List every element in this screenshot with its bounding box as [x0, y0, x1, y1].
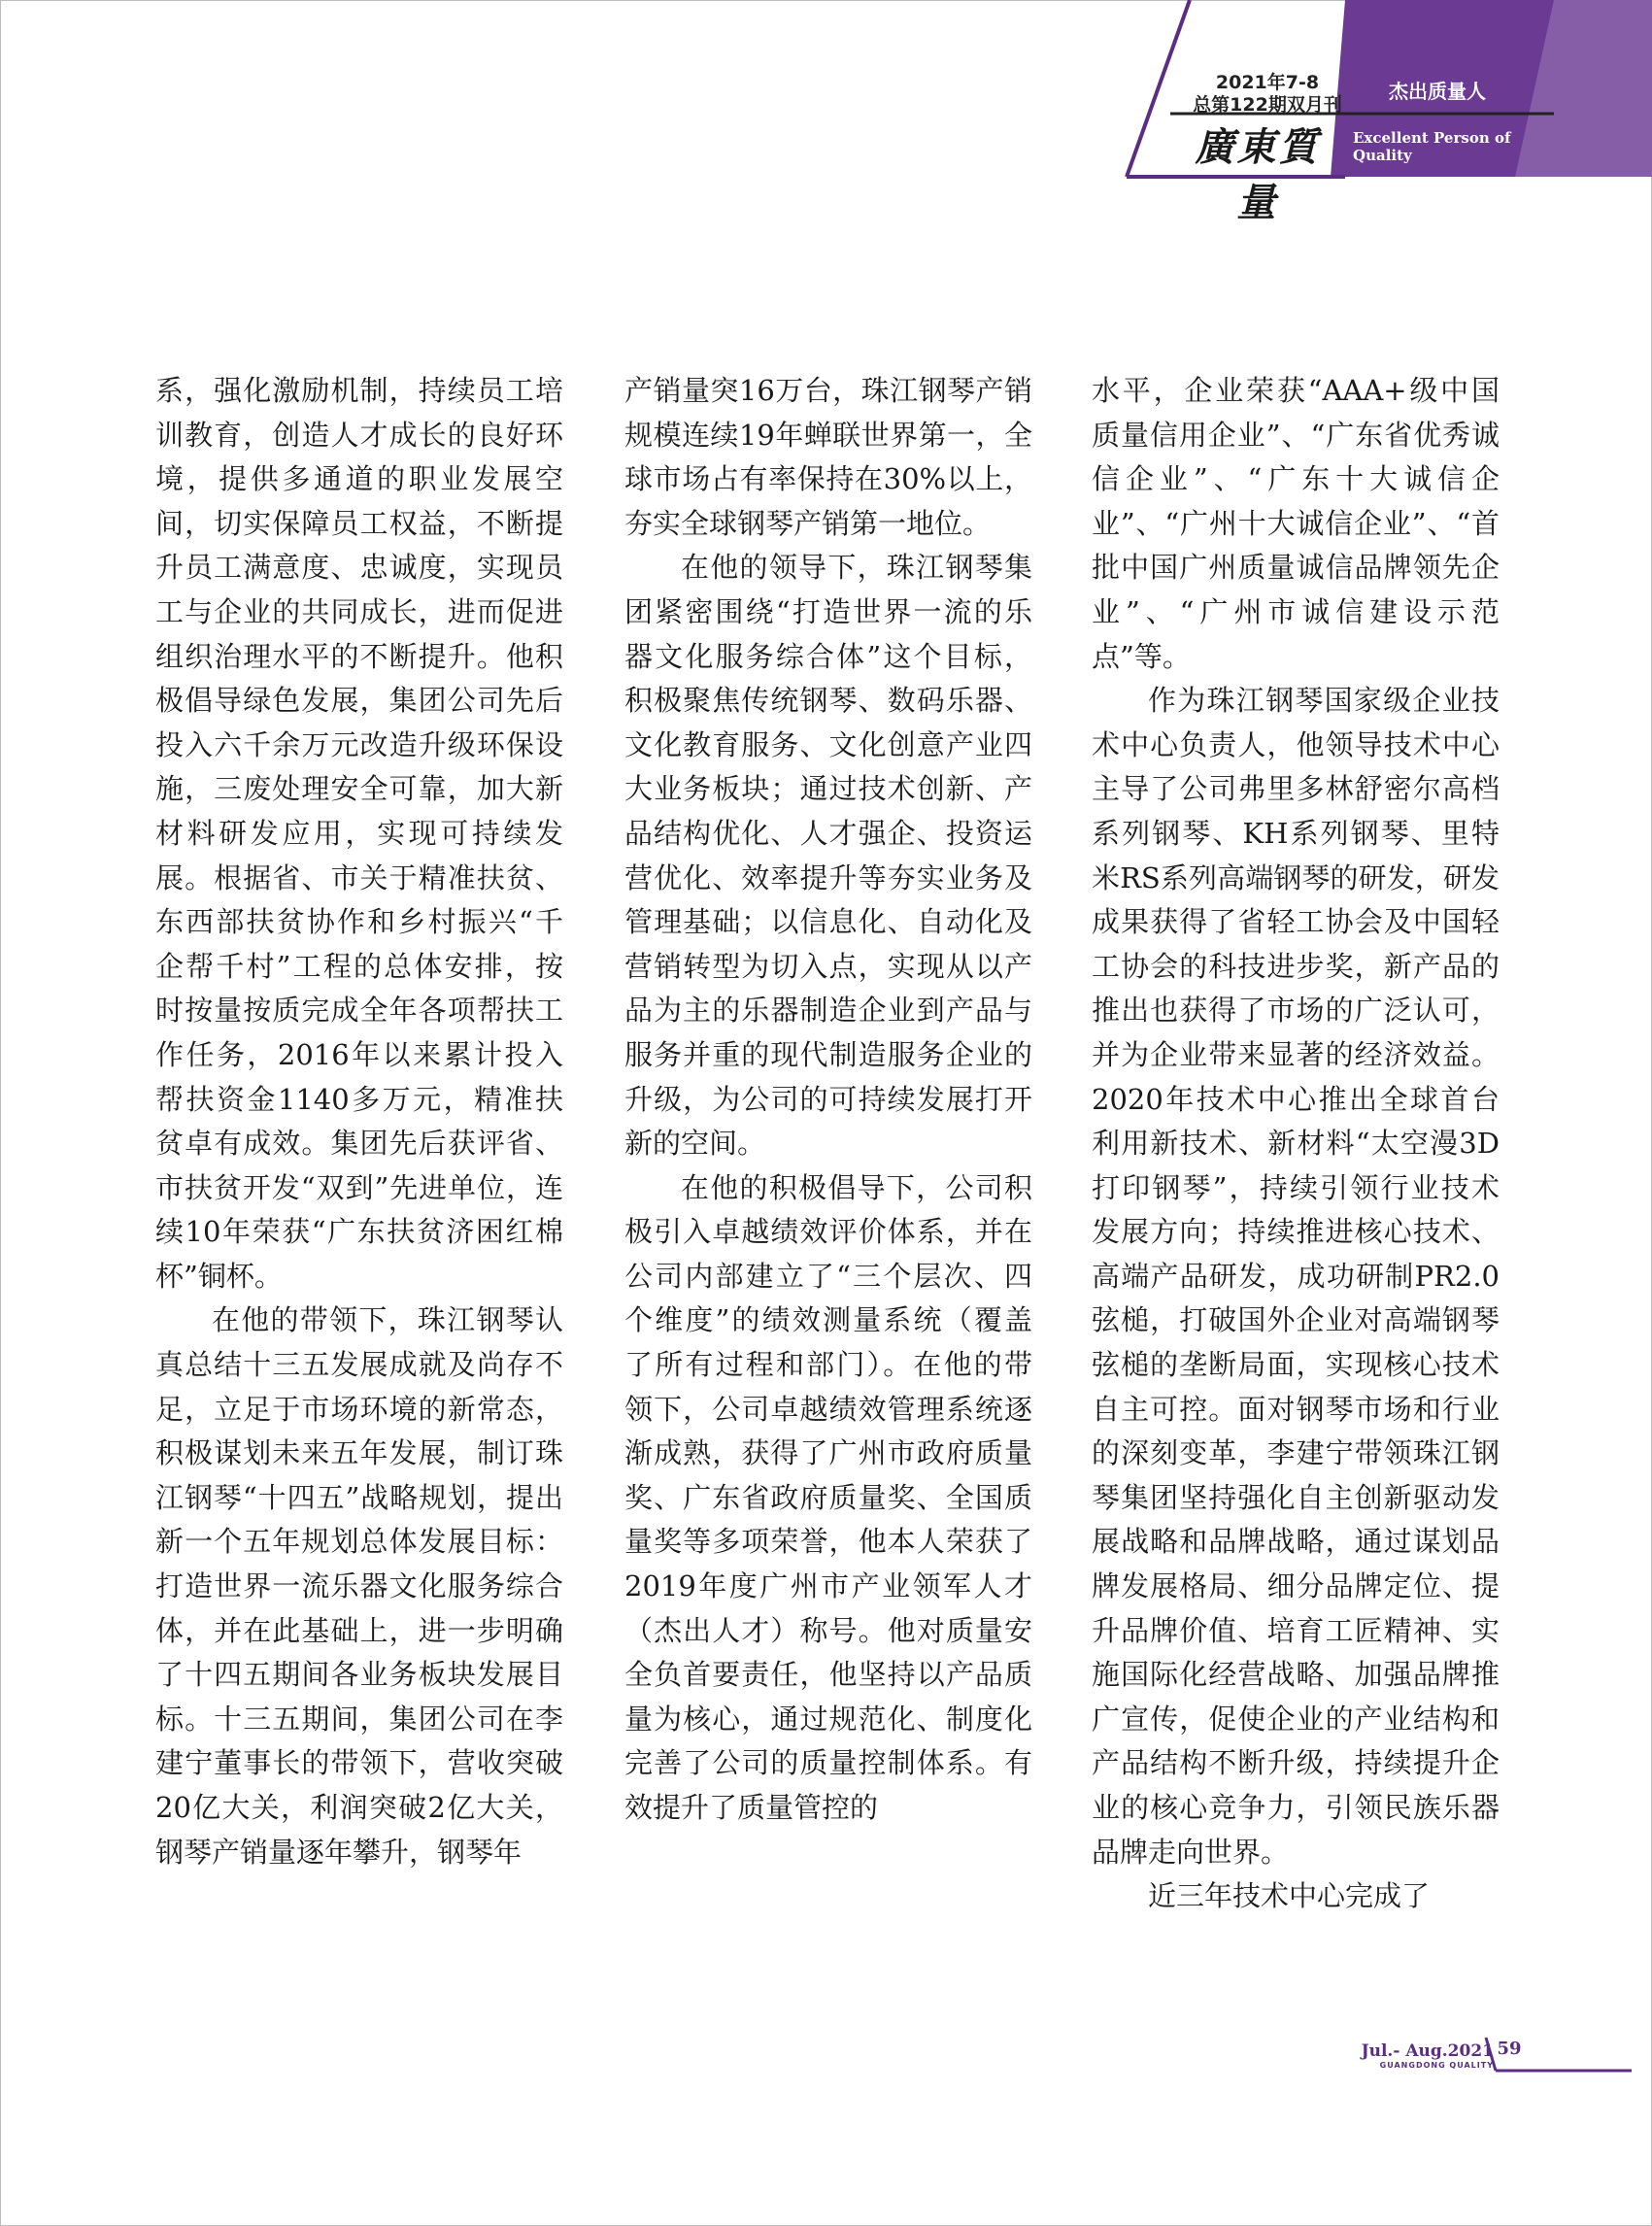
issue-number: 总第122期双月刊: [1193, 94, 1342, 116]
page-number: 59: [1497, 2039, 1522, 2059]
page-header: [0, 0, 1652, 225]
magazine-logo: 廣東質量: [1195, 124, 1321, 225]
paragraph: 近三年技术中心完成了: [1148, 1879, 1431, 1913]
section-subtitle: Excellent Person of Quality: [1353, 129, 1511, 164]
paragraph: 系，强化激励机制，持续员工培训教育，创造人才成长的良好环境，提供多通道的职业发展空间，切实保障员工权益，不断提升员工满意度、忠诚度，实现员工与企业的共同成长，进而促进组织治理水平的不断提升。他积极倡导绿色发展，集团公司先后投入六千余万元改造升级环保设施，三废处理安全可靠，加大新材料研发应用，实现可持续发展。根据省、市关于精准扶贫、东西部扶贫协作和乡村振兴“千企帮千村”工程的总体安排，按时按量按质完成全年各项帮扶工作任务，2016年以来累计投入帮扶资金1140多万元，精准扶贫卓有成效。集团先后获评省、市扶贫开发“双到”先进单位，连续10年荣获“广东扶贫济困红棉杯”铜杯。: [155, 374, 563, 1293]
issue-date: 2021年7-8: [1215, 72, 1320, 93]
text-column-3: [1092, 369, 1500, 1919]
text-column-2: [624, 369, 1032, 1831]
paragraph: 在他的积极倡导下，公司积极引入卓越绩效评价体系，并在公司内部建立了“三个层次、四个维度”的绩效测量系统（覆盖了所有过程和部门）。在他的带领下，公司卓越绩效管理系统逐渐成熟，获得了广州市政府质量奖、广东省政府质量奖、全国质量奖等多项荣誉，他本人荣获了2019年度广州市产业领军人才（杰出人才）称号。他对质量安全负首要责任，他坚持以产品质量为核心，通过规范化、制度化完善了公司的质量控制体系。有效提升了质量管控的: [624, 1170, 1032, 1824]
paragraph: 产销量突16万台，珠江钢琴产销规模连续19年蝉联世界第一，全球市场占有率保持在30%以上，夯实全球钢琴产销第一地位。: [624, 374, 1032, 540]
footer-date: Jul.- Aug.2021: [1361, 2041, 1494, 2061]
page-footer: [1301, 2030, 1632, 2098]
paragraph: 作为珠江钢琴国家级企业技术中心负责人，他领导技术中心主导了公司弗里多林舒密尔高档系列钢琴、KH系列钢琴、里特米RS系列高端钢琴的研发，研发成果获得了省轻工协会及中国轻工协会的科技进步奖，新产品的推出也获得了市场的广泛认可，并为企业带来显著的经济效益。2020年技术中心推出全球首台利用新技术、新材料“太空漫3D打印钢琴”，持续引领行业技术发展方向；持续推进核心技术、高端产品研发，成功研制PR2.0弦槌，打破国外企业对高端钢琴弦槌的垄断局面，实现核心技术自主可控。面对钢琴市场和行业的深刻变革，李建宁带领珠江钢琴集团坚持强化自主创新驱动发展战略和品牌战略，通过谋划品牌发展格局、细分品牌定位、提升品牌价值、培育工匠精神、实施国际化经营战略、加强品牌推广宣传，促使企业的产业结构和产品结构不断升级，持续提升企业的核心竞争力，引领民族乐器品牌走向世界。: [1092, 684, 1500, 1869]
paragraph: 在他的领导下，珠江钢琴集团紧密围绕“打造世界一流的乐器文化服务综合体”这个目标，积极聚焦传统钢琴、数码乐器、文化教育服务、文化创意产业四大业务板块；通过技术创新、产品结构优化、人才强企、投资运营优化、效率提升等夯实业务及管理基础；以信息化、自动化及营销转型为切入点，实现从以产品为主的乐器制造企业到产品与服务并重的现代制造服务企业的升级，为公司的可持续发展打开新的空间。: [624, 551, 1032, 1161]
section-title: 杰出质量人: [1389, 80, 1486, 103]
footer-magazine-name: GUANGDONG QUALITY: [1379, 2061, 1494, 2070]
text-column-1: [155, 369, 563, 1874]
paragraph: 水平，企业荣获“AAA+级中国质量信用企业”、“广东省优秀诚信企业”、“广东十大诚信企业”、“广州十大诚信企业”、“首批中国广州质量诚信品牌领先企业”、“广州市诚信建设示范点”等。: [1092, 374, 1500, 673]
paragraph: 在他的带领下，珠江钢琴认真总结十三五发展成就及尚存不足，立足于市场环境的新常态，积极谋划未来五年发展，制订珠江钢琴“十四五”战略规划，提出新一个五年规划总体发展目标：打造世界一流乐器文化服务综合体，并在此基础上，进一步明确了十四五期间各业务板块发展目标。十三五期间，集团公司在李建宁董事长的带领下，营收突破20亿大关，利润突破2亿大关，钢琴产销量逐年攀升，钢琴年: [155, 1303, 563, 1869]
